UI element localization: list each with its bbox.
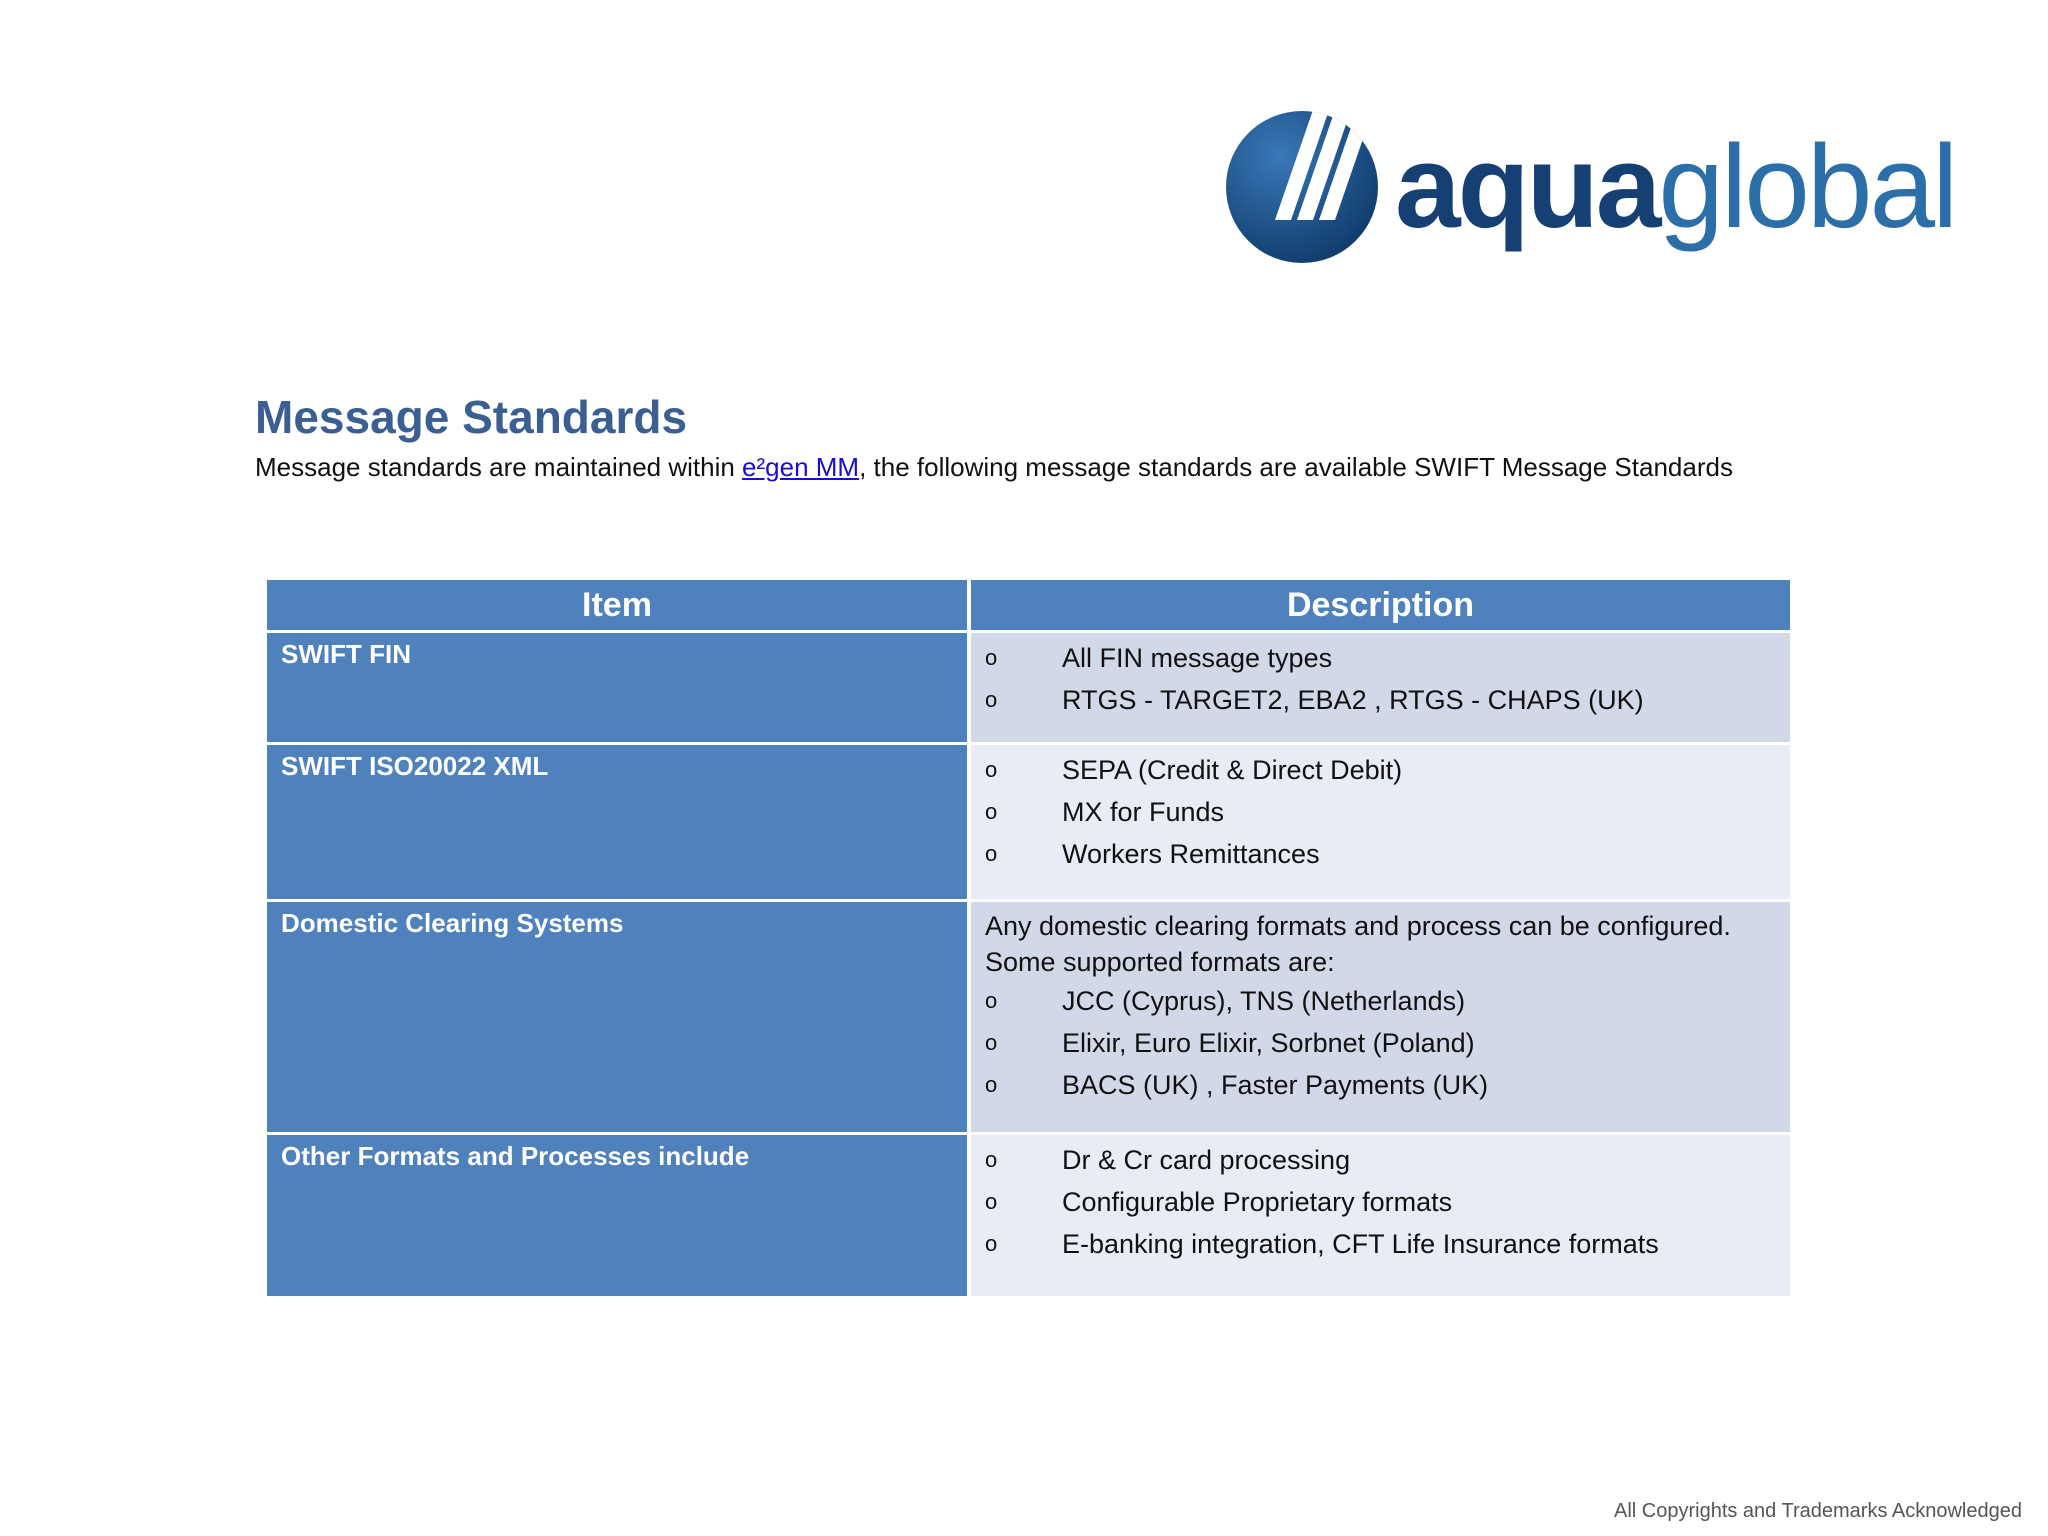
- bullet-icon: o: [985, 1072, 998, 1097]
- bullet-item: [985, 637, 1776, 679]
- bullet-text: Dr & Cr card processing: [1062, 1144, 1351, 1175]
- bullet-text: SEPA (Credit & Direct Debit): [1062, 754, 1403, 785]
- table-row: [267, 902, 1790, 1132]
- logo-text-light: global: [1658, 121, 1956, 253]
- bullet-icon: o: [985, 687, 998, 712]
- bullet-text: RTGS - TARGET2, EBA2 , RTGS - CHAPS (UK): [1062, 684, 1644, 715]
- aquaglobal-logo: [1225, 110, 1956, 270]
- bullet-icon: o: [985, 757, 998, 782]
- bullet-item: [985, 980, 1776, 1022]
- bullet-text: Configurable Proprietary formats: [1062, 1186, 1453, 1217]
- bullet-item: [985, 1181, 1776, 1223]
- page-title: Message Standards: [255, 391, 688, 443]
- table-header-row: [267, 580, 1790, 630]
- bullet-icon: o: [985, 645, 998, 670]
- row-description: [971, 745, 1790, 899]
- message-standards-table: [263, 577, 1794, 1299]
- bullet-item: [985, 1139, 1776, 1181]
- logo-wordmark: [1395, 121, 1956, 253]
- bullet-item: [985, 679, 1776, 721]
- header-description: Description: [971, 580, 1790, 630]
- row-item: SWIFT FIN: [267, 633, 967, 742]
- bullet-icon: o: [985, 1147, 998, 1172]
- row-item: Domestic Clearing Systems: [267, 902, 967, 1132]
- bullet-icon: o: [985, 1189, 998, 1214]
- intro-text-after: , the following message standards are available SWIFT Message Standards: [859, 452, 1733, 482]
- row-description: [971, 633, 1790, 742]
- table-row: [267, 745, 1790, 899]
- copyright-footer: All Copyrights and Trademarks Acknowledged: [1614, 1500, 2022, 1522]
- logo-text-bold: aqua: [1395, 121, 1659, 253]
- header-item: Item: [267, 580, 967, 630]
- description-paragraph: Any domestic clearing formats and process can be configured.: [985, 911, 1731, 941]
- bullet-icon: o: [985, 988, 998, 1013]
- bullet-item: [985, 749, 1776, 791]
- bullet-text: All FIN message types: [1062, 642, 1333, 673]
- row-item: Other Formats and Processes include: [267, 1135, 967, 1296]
- bullet-text: Elixir, Euro Elixir, Sorbnet (Poland): [1062, 1027, 1475, 1058]
- intro-paragraph: [255, 452, 1955, 483]
- bullet-item: [985, 833, 1776, 875]
- bullet-text: MX for Funds: [1062, 796, 1225, 827]
- bullet-item: [985, 1223, 1776, 1265]
- row-item: SWIFT ISO20022 XML: [267, 745, 967, 899]
- bullet-text: BACS (UK) , Faster Payments (UK): [1062, 1069, 1489, 1100]
- bullet-icon: o: [985, 841, 998, 866]
- bullet-text: Workers Remittances: [1062, 838, 1320, 869]
- row-description: [971, 902, 1790, 1132]
- bullet-icon: o: [985, 1231, 998, 1256]
- bullet-icon: o: [985, 1030, 998, 1055]
- logo-circle-icon: [1225, 110, 1380, 265]
- bullet-item: [985, 791, 1776, 833]
- bullet-item: [985, 1022, 1776, 1064]
- intro-text-before: Message standards are maintained within: [255, 452, 743, 482]
- bullet-item: [985, 1064, 1776, 1106]
- row-description: [971, 1135, 1790, 1296]
- bullet-text: JCC (Cyprus), TNS (Netherlands): [1062, 985, 1466, 1016]
- e2gen-mm-link[interactable]: e²gen MM: [742, 452, 860, 482]
- bullet-text: E-banking integration, CFT Life Insurance formats: [1062, 1228, 1659, 1259]
- table-row: [267, 1135, 1790, 1296]
- table-row: [267, 633, 1790, 742]
- description-paragraph: Some supported formats are:: [985, 947, 1335, 977]
- bullet-icon: o: [985, 799, 998, 824]
